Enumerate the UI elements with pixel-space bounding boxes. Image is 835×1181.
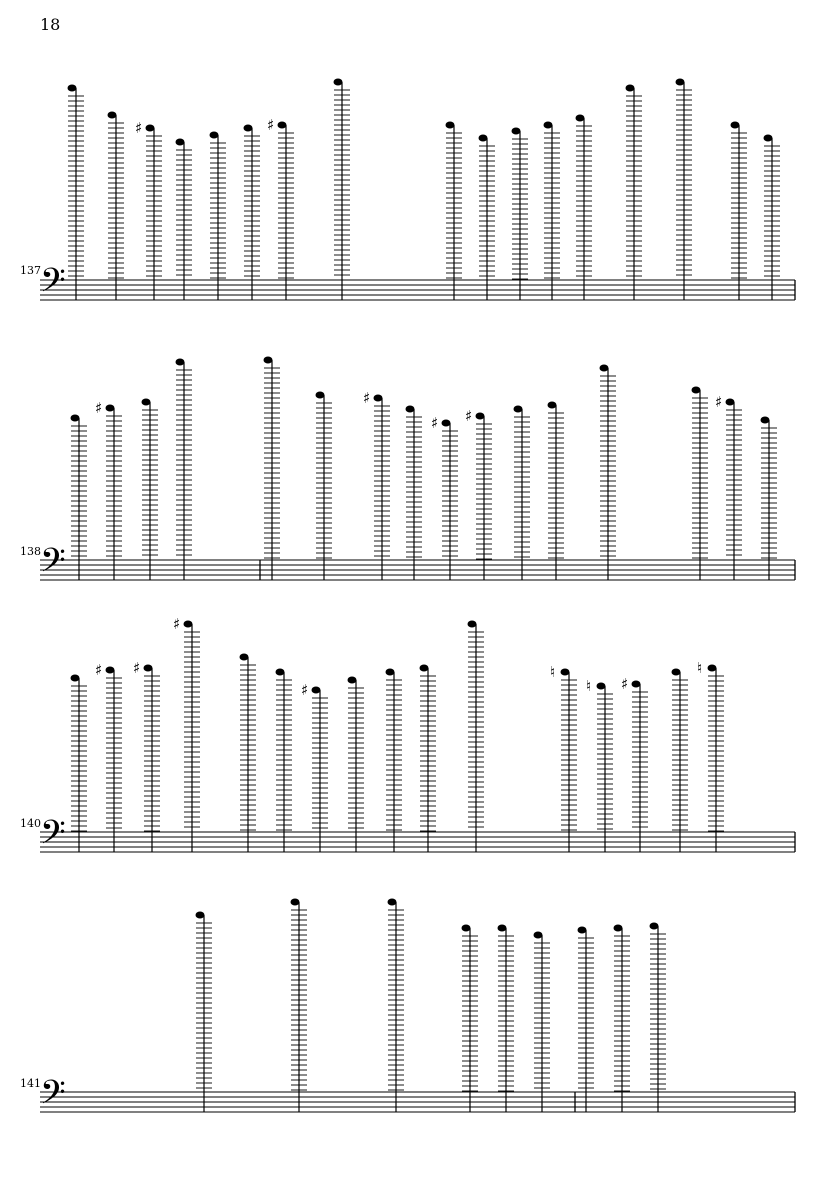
bass-clef-icon: 𝄢 [40,814,66,860]
notehead [388,899,397,906]
sharp-icon: ♯ [465,407,473,425]
page-number: 18 [40,15,61,34]
sharp-icon: ♯ [301,681,309,699]
natural-icon: ♮ [586,677,592,695]
notehead [196,912,205,919]
sharp-icon: ♯ [267,116,275,134]
sharp-icon: ♯ [621,675,629,693]
sharp-icon: ♯ [715,393,723,411]
bass-clef-icon: 𝄢 [40,542,66,588]
notehead [650,923,659,930]
measure-number: 140 [20,817,41,830]
sharp-icon: ♯ [95,399,103,417]
sharp-icon: ♯ [135,119,143,137]
measure-number: 141 [20,1077,41,1090]
natural-icon: ♮ [697,659,703,677]
sharp-icon: ♯ [173,615,181,633]
bass-clef-icon: 𝄢 [40,1074,66,1120]
notehead [291,899,300,906]
sharp-icon: ♯ [133,659,141,677]
measure-number: 137 [20,264,41,277]
notehead [614,925,623,932]
natural-icon: ♮ [550,663,556,681]
sharp-icon: ♯ [95,661,103,679]
measure-number: 138 [20,545,41,558]
notehead [462,925,471,932]
notehead [578,927,587,934]
sharp-icon: ♯ [363,389,371,407]
notehead [534,932,543,939]
notehead [498,925,507,932]
notes-group [196,899,667,1113]
staff-lines [40,1092,795,1112]
bass-clef-icon: 𝄢 [40,262,66,308]
sharp-icon: ♯ [431,414,439,432]
